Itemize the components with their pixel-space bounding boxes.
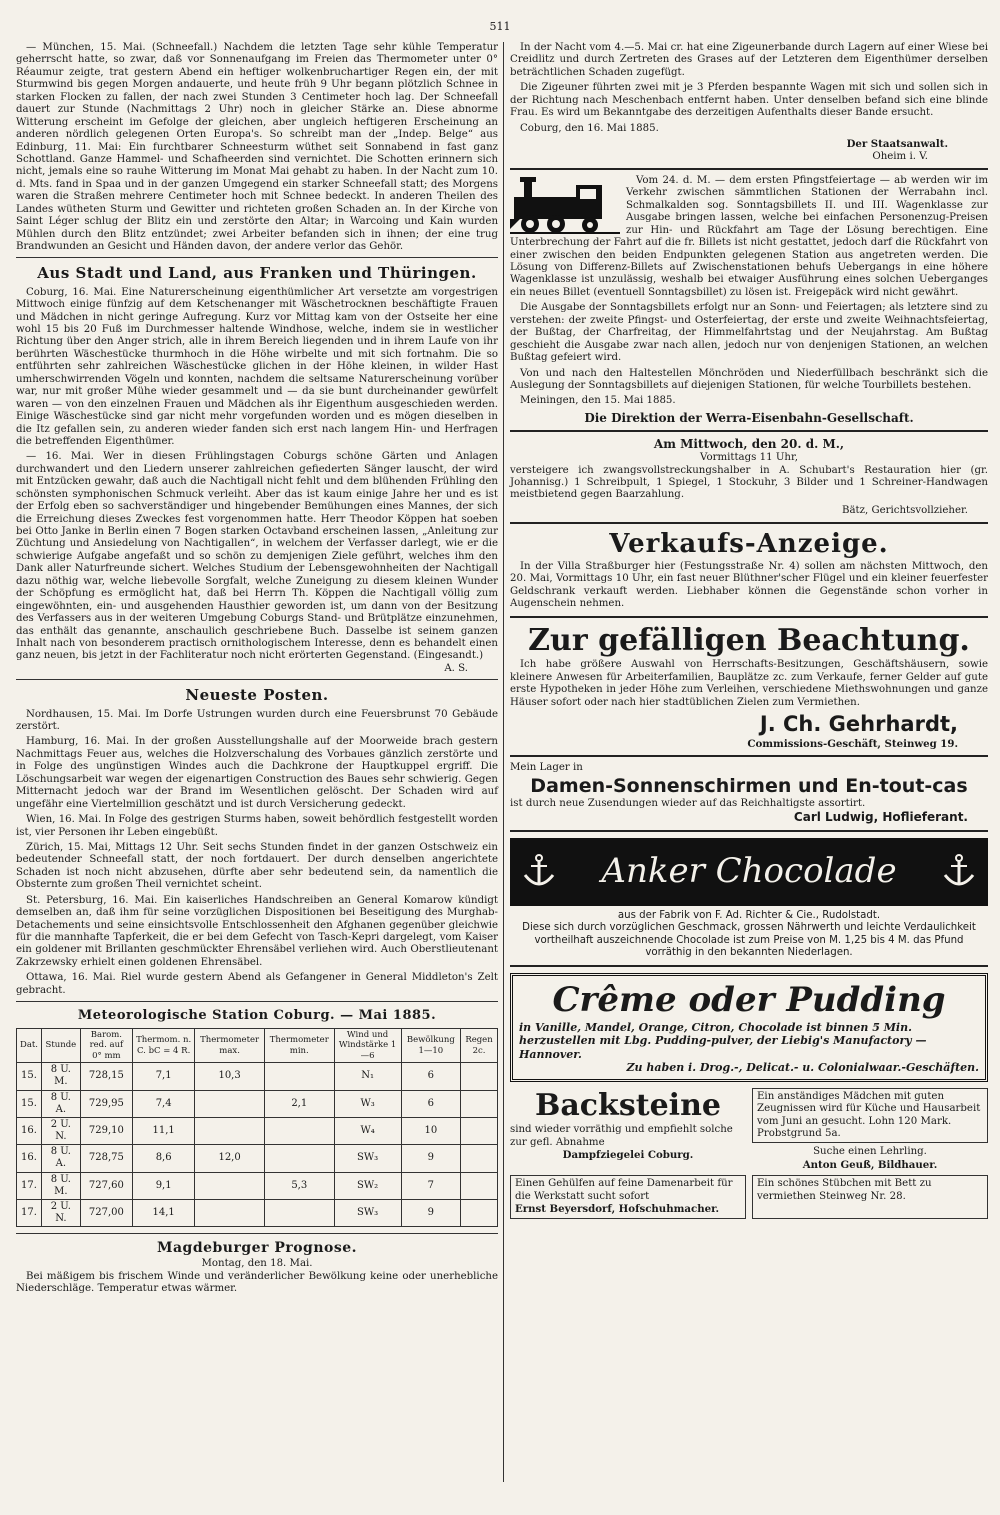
ad-creme-pudding: [510, 973, 988, 1082]
weather-cell: 8 U. A.: [42, 1145, 81, 1172]
article-signature: A. S.: [444, 662, 468, 674]
divider: [16, 679, 498, 680]
news-hamburg: Hamburg, 16. Mai. In der großen Ausstellungshalle auf der Moorweide brach gestern Nachmittags Feuer aus, welches die Holzverschalung des Vorbaues gänzlich zerstörte und in Folge des ungünstigen Windes auch die Dachkrone der Hauptkuppel ergriff. Die Löschungsarbeit war wegen der eigenartigen Construction des Baues sehr schwierig. Gegen Mitternacht jedoch war der Brand im Wesentlichen gelöscht. Der Schaden wird auf ungefähr eine Viertelmillion geschätzt und ist durch Versicherung gedeckt.: [16, 736, 498, 810]
weather-cell: 9: [401, 1145, 460, 1172]
notice-signature-staatsanwalt: Der Staatsanwalt.: [846, 138, 948, 151]
weather-cell: [195, 1090, 265, 1117]
weather-cell: 8,6: [133, 1145, 195, 1172]
weather-cell: 10: [401, 1117, 460, 1144]
weather-cell: 2,1: [265, 1090, 335, 1117]
weather-cell: 15.: [17, 1090, 42, 1117]
weather-cell: 728,75: [80, 1145, 132, 1172]
col-header: Barom. red. auf 0° mm: [80, 1029, 132, 1063]
col-header: Regen 2c.: [461, 1029, 498, 1063]
backsteine-signature: Dampfziegelei Coburg.: [562, 1149, 694, 1162]
weather-cell: 16.: [17, 1117, 42, 1144]
weather-cell: 8 U. A.: [42, 1090, 81, 1117]
backsteine-text: sind wieder vorräthig und empfiehlt solche zur gefl. Abnahme: [510, 1124, 733, 1148]
weather-cell: 7: [401, 1172, 460, 1199]
notice-zigeuner-1: In der Nacht vom 4.—5. Mai cr. hat eine Zigeunerbande durch Lagern auf einer Wiese bei Creidlitz und durch Zertreten des Grases auf der Letzteren dem Eigenthümer derselben beträchtlichen Schaden zugefügt.: [510, 42, 988, 78]
divider: [510, 830, 988, 832]
col-header: Thermometer min.: [265, 1029, 335, 1063]
weather-cell: 17.: [17, 1172, 42, 1199]
weather-cell: 9: [401, 1200, 460, 1227]
weather-table-row: [17, 1063, 498, 1090]
weather-cell: 2 U. N.: [42, 1117, 81, 1144]
weather-table-row: [17, 1172, 498, 1199]
weather-cell: [265, 1200, 335, 1227]
prognosis-title: Magdeburger Prognose.: [156, 1240, 358, 1257]
weather-cell: 7,1: [133, 1063, 195, 1090]
weather-cell: [461, 1145, 498, 1172]
anker-maker: aus der Fabrik von F. Ad. Richter & Cie., Rudolstadt.: [617, 909, 881, 921]
weather-cell: 729,95: [80, 1090, 132, 1117]
notice-signature-oheim: Oheim i. V.: [872, 150, 928, 162]
weather-cell: [195, 1172, 265, 1199]
weather-cell: 16.: [17, 1145, 42, 1172]
creme-title: Crême oder Pudding: [552, 979, 946, 1020]
gehuelfe-text: Einen Gehülfen auf feine Damenarbeit für die Werkstatt sucht sofort: [515, 1178, 733, 1202]
section-heading-stadt-land: Aus Stadt und Land, aus Franken und Thüringen.: [37, 264, 477, 283]
weather-table-row: [17, 1200, 498, 1227]
news-ottawa: Ottawa, 16. Mai. Riel wurde gestern Abend als Gefangener in General Middleton's Zelt gebracht.: [16, 972, 498, 996]
prognosis-date: Montag, den 18. Mai.: [201, 1258, 313, 1270]
small-ads-right: [752, 1088, 988, 1172]
ad-verkaufs-anzeige: [510, 529, 988, 610]
weather-cell: [461, 1063, 498, 1090]
small-ads-row-2: [510, 1175, 988, 1218]
lehrling-signature: Anton Geuß, Bildhauer.: [802, 1158, 938, 1171]
weather-cell: [461, 1200, 498, 1227]
divider: [510, 430, 988, 432]
gehrhardt-name: J. Ch. Gehrhardt,: [759, 712, 958, 737]
weather-cell: 727,00: [80, 1200, 132, 1227]
gehrhardt-business: Commissions-Geschäft, Steinweg 19.: [747, 737, 958, 750]
divider: [16, 1233, 498, 1234]
werrabahn-text-3: Von und nach den Haltestellen Mönchröden und Niederfüllbach beschränkt sich die Auslegung der Sonntagsbillets auf diejenigen Stationen, für welche Tourbillets bestehen.: [510, 367, 988, 391]
weather-cell: 12,0: [195, 1145, 265, 1172]
weather-cell: [195, 1117, 265, 1144]
weather-cell: 17.: [17, 1200, 42, 1227]
weather-cell: 10,3: [195, 1063, 265, 1090]
weather-table: [16, 1028, 498, 1227]
werrabahn-date: Meiningen, den 15. Mai 1885.: [520, 395, 676, 407]
notice-zigeuner-2: Die Zigeuner führten zwei mit je 3 Pferden bespannte Wagen mit sich und sollen sich in der Richtung nach Meschenbach entfernt haben. Unter denselben befand sich eine blinde Frau. Es wird um Bekanntgabe des derzeitigen Aufenthalts dieser Bande ersucht.: [510, 82, 988, 119]
anker-text: Diese sich durch vorzüglichen Geschmack, grossen Nährwerth und leichte Verdaulichkeit vortheilhaft auszeichnende Chocolade ist zum Preise von M. 1,25 bis 4 M. das Pfund vorräthig in den bekannten Niederlagen.: [522, 922, 976, 959]
ad-stuebchen: Ein schönes Stübchen mit Bett zu vermiethen Steinweg Nr. 28.: [752, 1175, 988, 1218]
weather-cell: 8 U. M.: [42, 1172, 81, 1199]
right-column: [510, 42, 988, 1219]
article-coburg-nachtigall: — 16. Mai. Wer in diesen Frühlingstagen Coburgs schöne Gärten und Anlagen durchwandert und den Liedern unserer zahlreichen gefiederten Sänger lauscht, der wird mit Entzücken gewahr, daß auch die Nachtigall nicht fehlt und dem blühenden Frühling den schönsten symphonischen Schmuck verleiht. Aber das ist kaum einige Jahre her und es ist der Erfolg eben so sachverständiger und hingebender Bemühungen eines Mannes, der sich die Erreichung dieses Zweckes fest vorgenommen hatte. Herr Theodor Köppen hat soeben bei Otto Janke in Berlin einen 7 Bogen starken Octavband erscheinen lassen, „Anleitung zur Züchtung und Ansiedelung von Nachtigallen“, in welchem der Verfasser darlegt, wie er die schwierige Aufgabe angefaßt und so schön zu demjenigen Ziele geführt, welches ihm den Dank aller Naturfreunde sichert. Welches Studium der Lebensgewohnheiten der Nachtigall dazu nöthig war, welche liebevolle Sorgfalt, welche Zuneigung zu diesem kleinen Wunder der Schöpfung es ermöglicht hat, daß bei Herrn Th. Köppen die Nachtigall völlig zum eingewöhnten, ein- und ausgehenden Hausthier geworden ist, um dann von der Besitzung des Verfassers aus in der weiteren Umgebung Coburgs Stand- und Brütplätze einzunehmen, das enthält das genannte, anschaulich geschriebene Buch. Dasselbe ist seinem ganzen Inhalt nach von besonderem practisch ornithologischem Interesse, denn es behandelt einen ganz neuen, bis jetzt in der Fachliteratur noch nicht erörterten Gegenstand. (Eingesandt.): [16, 451, 498, 662]
page-number: 511: [489, 20, 511, 33]
weather-cell: SW₃: [334, 1145, 401, 1172]
weather-cell: SW₃: [334, 1200, 401, 1227]
weather-cell: 729,10: [80, 1117, 132, 1144]
divider: [510, 522, 988, 524]
news-nordhausen: Nordhausen, 15. Mai. Im Dorfe Ustrungen wurden durch eine Feuersbrunst 70 Gebäude zerstört.: [16, 708, 498, 733]
divider: [510, 755, 988, 757]
locomotive-icon: [510, 175, 620, 235]
weather-cell: 727,60: [80, 1172, 132, 1199]
weather-table-row: [17, 1145, 498, 1172]
auction-signature: Bätz, Gerichtsvollzieher.: [841, 504, 968, 516]
ad-gehuelfe: [510, 1175, 746, 1218]
news-wien: Wien, 16. Mai. In Folge des gestrigen Sturms haben, soweit behördlich festgestellt worden ist, vier Personen ihr Leben eingebüßt.: [16, 814, 498, 838]
werrabahn-text: Vom 24. d. M. — dem ersten Pfingstfeiertage — ab werden wir im Verkehr zwischen sämmtlichen Stationen der Werrabahn incl. Schmalkalden sog. Sonntagsbillets II. und III. Wagenklasse zur Ausgabe bringen lassen, welche bei einfachen Personenzug-Preisen zur Hin- und Rückfahrt am Tage der Lösung berechtigen. Eine Unterbrechung der Fahrt auf die fr. Billets ist nicht gestattet, jedoch darf die Rückfahrt von einer zwischen den beiden Endpunkten gelegenen Station aus angetreten werden. Die Lösung von Differenz-Billets auf Zwischenstationen behufs Uebergangs in eine höhere Wagenklasse ist unzulässig, weshalb bei etwaiger Ausführung eines solchen Ueberganges ein neues Billet (eventuell Sonntagsbillet) zu lösen ist. Freigepäck wird nicht gewährt.: [510, 174, 988, 298]
divider: [16, 257, 498, 258]
weather-cell: [461, 1090, 498, 1117]
ad-anker-chocolade: [510, 838, 988, 960]
weather-cell: 6: [401, 1090, 460, 1117]
col-header: Thermom. n. C. bC = 4 R.: [133, 1029, 195, 1063]
creme-text: in Vanille, Mandel, Orange, Citron, Chocolade ist binnen 5 Min. herzustellen mit Lbg. Pudding-pulver, der Liebig's Manufactory — Hannover.: [519, 1021, 927, 1061]
article-coburg-windhose: Coburg, 16. Mai. Eine Naturerscheinung eigenthümlicher Art versetzte am vorgestrigen Mittwoch einige fünfzig auf dem Ketschenanger mit Wäschetrocknen beschäftigte Frauen und Mädchen in nicht geringe Aufregung. Kurz vor Mittag kam von der Ostseite her eine wohl 15 bis 20 Fuß im Durchmesser haltende Windhose, welche, indem sie in westlicher Richtung über den Anger strich, alle in ihrem Bereich liegenden und in ihrem Laufe von ihr berührten Wäschestücke thurmhoch in die Höhe wirbelte und mit sich fortnahm. Die so entführten sehr zahlreichen Wäschestücke glichen in der Höhe kleinen, in wilder Hast umherschwirrenden Vögeln und konnten, nachdem die seltsame Naturerscheinung vorüber war, nur mit großer Mühe wieder gesammelt und — da sie bunt durcheinander gewürfelt waren — von den einzelnen Frauen und Mädchen als ihr Eigenthum ausgeschieden werden. Einige Wäschestücke sind gar nicht mehr vorgefunden worden und es mögen dieselben in die Itz gefallen sein, zu anderen wieder fanden sich erst nach langem Hin- und Herfragen die betreffenden Eigenthümer.: [16, 286, 498, 447]
auction-text: versteigere ich zwangsvollstreckungshalber in A. Schubart's Restauration hier (gr. Johannisg.) 1 Schreibpult, 1 Spiegel, 1 Stockuhr, 3 Bilder und 1 Schreiner-Handwagen meistbietend gegen Baarzahlung.: [510, 464, 988, 501]
weather-cell: 7,4: [133, 1090, 195, 1117]
weather-cell: [461, 1117, 498, 1144]
article-muenchen: — München, 15. Mai. (Schneefall.) Nachdem die letzten Tage sehr kühle Temperatur geherrscht hatte, so zwar, daß vor Sonnenaufgang im Freien das Thermometer unter 0° Réaumur zeigte, trat gestern Abend ein heftiger wolkenbruchartiger Regen ein, der mit Sturmwind bis gegen Morgen andauerte, und heute früh 9 Uhr begann plötzlich Schnee in starken Flocken zu fallen, der nach zwei Stunden 3 Centimeter hoch lag. Der Schneefall dauert zur Stunde (Nachmittags 2 Uhr) noch in gleicher Stärke an. Diese abnorme Witterung erscheint im Gefolge der gleichen, aber ungleich heftigeren Erscheinung an anderen nördlich gelegenen Orten Europa's. So schreibt man der „Indep. Belge“ aus Edinburg, 11. Mai: Ein furchtbarer Schneesturm wüthet seit Sonnabend in fast ganz Schottland. Ganze Hammel- und Schafheerden sind vernichtet. Die Schotten erinnern sich nicht, jemals eine so rauhe Witterung im Monat Mai gehabt zu haben. In der Nacht zum 10. d. Mts. fand in Spaa und in der ganzen Umgegend ein starker Schneefall statt; des Morgens waren die Straßen mehrere Centimeter hoch mit Schnee bedeckt. In anderen Theilen des Landes wütheten Sturm und Gewitter und richteten großen Schaden an. In der Kirche von Saint Léger schlug der Blitz ein und zerstörte den Altar; in Warcoing und Kain wurden Mühlen durch den Blitz entzündet; zwei Arbeiter befanden sich in ihnen; der eine trug Brandwunden an Gesicht und Händen davon, der andere verlor das Gehör.: [16, 42, 498, 252]
weather-cell: 5,3: [265, 1172, 335, 1199]
ad-werrabahn: [510, 175, 988, 426]
divider: [16, 1001, 498, 1002]
ad-backsteine: [510, 1088, 746, 1172]
weather-cell: [265, 1145, 335, 1172]
divider: [510, 168, 988, 170]
col-header: Wind und Windstärke 1—6: [334, 1029, 401, 1063]
weather-cell: SW₂: [334, 1172, 401, 1199]
col-header: Dat.: [17, 1029, 42, 1063]
divider: [510, 965, 988, 967]
weather-cell: 728,15: [80, 1063, 132, 1090]
col-header: Thermometer max.: [195, 1029, 265, 1063]
weather-table-row: [17, 1117, 498, 1144]
parasol-title: Damen-Sonnenschirmen und En-tout-cas: [530, 774, 968, 797]
weather-cell: N₁: [334, 1063, 401, 1090]
werrabahn-signature: Die Direktion der Werra-Eisenbahn-Gesellschaft.: [584, 410, 914, 425]
weather-cell: 6: [401, 1063, 460, 1090]
ad-lehrling: Suche einen Lehrling.: [813, 1146, 927, 1158]
weather-cell: [265, 1117, 335, 1144]
news-petersburg: St. Petersburg, 16. Mai. Ein kaiserliches Handschreiben an General Komarow kündigt demselben an, daß ihm für seine vorzüglichen Dispositionen bei Beseitigung des Murghab-Detachements und seine einsichtsvolle Entschlossenheit den Afghanen gegenüber gleichwie für die mannhafte Tapferkeit, die er bei dem Gefecht von Tasch-Kepri dargelegt, vom Kaiser ein goldener mit Brillanten geschmückter Ehrensäbel verliehen wird. Auch Oberstlieutenant Zakrzewsky erhielt einen goldenen Ehrensäbel.: [16, 894, 498, 968]
sale-text: In der Villa Straßburger hier (Festungsstraße Nr. 4) sollen am nächsten Mittwoch, den 20. Mai, Vormittags 10 Uhr, ein fast neuer Blüthner'scher Flügel und ein kleiner feuerfester Geldschrank verkauft werden. Liebhaber können die Gegenstände schon vorher in Augenschein nehmen.: [510, 560, 988, 610]
weather-cell: 2 U. N.: [42, 1200, 81, 1227]
col-header: Bewölkung 1—10: [401, 1029, 460, 1063]
notice-date: Coburg, den 16. Mai 1885.: [520, 122, 659, 134]
weather-cell: [265, 1063, 335, 1090]
weather-cell: [195, 1200, 265, 1227]
parasol-signature: Carl Ludwig, Hoflieferant.: [793, 810, 968, 825]
col-header: Stunde: [42, 1029, 81, 1063]
ad-beachtung: [510, 623, 988, 750]
weather-station-title: Meteorologische Station Coburg. — Mai 1885.: [77, 1008, 437, 1024]
anker-brand: Anker Chocolade: [601, 850, 897, 891]
parasol-lead: Mein Lager in: [510, 762, 583, 774]
parasol-text: ist durch neue Zusendungen wieder auf das Reichhaltigste assortirt.: [510, 797, 866, 809]
weather-table-row: [17, 1090, 498, 1117]
weather-cell: W₃: [334, 1090, 401, 1117]
weather-cell: W₄: [334, 1117, 401, 1144]
backsteine-title: Backsteine: [535, 1087, 721, 1123]
weather-table-body: [17, 1063, 498, 1227]
ad-maedchen: Ein anständiges Mädchen mit guten Zeugnissen wird für Küche und Hausarbeit vom Juni an gesucht. Lohn 120 Mark. Probstgrund 5a.: [752, 1088, 988, 1144]
weather-cell: 9,1: [133, 1172, 195, 1199]
notice-text: Ich habe größere Auswahl von Herrschafts-Besitzungen, Geschäftshäusern, sowie kleinere Anwesen für Arbeiterfamilien, Bauplätze zc. zum Verkaufe, ferner Gelder auf gute erste Hypotheken in jeder Höhe zum Verleihen, verschiedene Miethswohnungen und ganze Häuser sofort oder nach hier stadtüblichen Zielen zum Vermiethen.: [510, 659, 988, 708]
creme-text-2: Zu haben i. Drog.-, Delicat.- u. Colonialwaar.-Geschäften.: [626, 1061, 979, 1075]
left-column: [16, 42, 498, 1299]
weather-cell: 15.: [17, 1063, 42, 1090]
ad-versteigerung: [510, 437, 988, 517]
sale-title: Verkaufs-Anzeige.: [609, 529, 889, 560]
section-heading-neueste-posten: Neueste Posten.: [185, 686, 329, 705]
weather-cell: 14,1: [133, 1200, 195, 1227]
divider: [510, 616, 988, 618]
notice-title: Zur gefälligen Beachtung.: [528, 622, 970, 658]
auction-title: Am Mittwoch, den 20. d. M.,: [653, 437, 845, 452]
prognosis-text: Bei mäßigem bis frischem Winde und veränderlicher Bewölkung keine oder unerhebliche Niederschläge. Temperatur etwas wärmer.: [16, 1270, 498, 1295]
gehuelfe-signature: Ernst Beyersdorf, Hofschuhmacher.: [515, 1203, 720, 1216]
small-ads-row: [510, 1088, 988, 1172]
weather-cell: [461, 1172, 498, 1199]
column-divider: [503, 42, 504, 1482]
news-zuerich: Zürich, 15. Mai, Mittags 12 Uhr. Seit sechs Stunden findet in der ganzen Ostschweiz ein bedeutender Schneefall statt, der noch fortdauert. Der durch denselben angerichtete Schaden ist noch nicht abzusehen, dürfte aber sehr bedeutend sein, da namentlich die Obsternte zum großen Theil vernichtet scheint.: [16, 841, 498, 891]
weather-cell: 8 U. M.: [42, 1063, 81, 1090]
werrabahn-text-2: Die Ausgabe der Sonntagsbillets erfolgt nur an Sonn- und Feiertagen; als letztere sind zu verstehen: der zweite Pfingst- und Osterfeiertag, der erste und zweite Weihnachtsfeiertag, der Bußtag, der Charfreitag, der Himmelfahrtstag und der Neujahrstag. Am Bußtag geschieht die Ausgabe zwar nach allen, jedoch nur von denjenigen Stationen, an welchen Bußtag gefeiert wird.: [510, 302, 988, 364]
anker-banner: [510, 838, 988, 906]
ad-sonnenschirme: [510, 762, 988, 825]
auction-time: Vormittags 11 Uhr,: [700, 452, 798, 464]
weather-cell: 11,1: [133, 1117, 195, 1144]
weather-table-header-row: [17, 1029, 498, 1063]
